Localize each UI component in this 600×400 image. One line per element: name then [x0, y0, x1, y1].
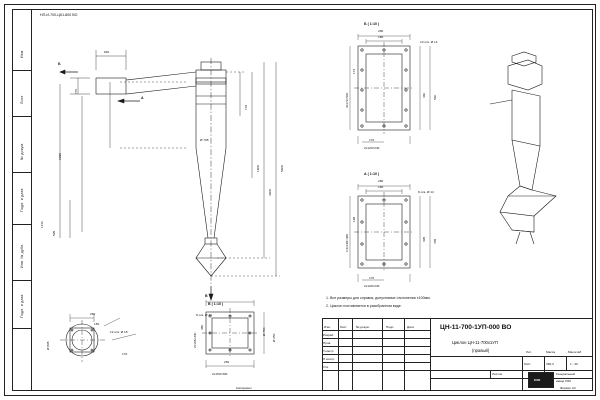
front-dim-2995: 2995: [58, 153, 62, 160]
view-v-dim-150x300: 2х150=300: [212, 372, 228, 376]
tb-hline-right-2: [430, 370, 593, 371]
company-logo-text: КЗО: [534, 378, 541, 382]
tb-mass-label: Масса: [546, 350, 556, 354]
mark-v-bottom: В: [205, 294, 208, 298]
tb-company-line1: Генеральный: [556, 372, 576, 376]
note-2: 2. Циклон поставляется в разобранном виде.: [326, 304, 402, 308]
view-b-dim-holes: 10 отв. Ø 14: [420, 40, 438, 44]
tb-row-role-2: Т.контр.: [323, 349, 335, 353]
front-dim-840: 840: [104, 50, 110, 54]
tb-row-role-3: Н.контр.: [323, 357, 335, 361]
view-a-dim-395: 395: [422, 236, 426, 242]
tb-col-dok: № докум.: [356, 325, 370, 329]
tb-row-role-4: Утв.: [323, 365, 329, 369]
mark-a-arrow: А: [141, 96, 144, 100]
tb-scale-value: 1 : 40: [570, 362, 578, 366]
view-b-title: Б ( 1:10 ): [364, 22, 380, 26]
front-dim-742: 742: [244, 104, 248, 110]
view-a-title: А ( 1:10 ): [364, 172, 380, 176]
view-b-dim-170: 170: [369, 138, 375, 142]
main-title-line1: Циклон ЦН-11-700х1УП: [452, 340, 498, 345]
tb-vline-right-4: [490, 370, 491, 378]
view-b-dim-172: 172: [352, 68, 356, 74]
view-b-dim-460: 460: [422, 92, 426, 98]
tb-sheets-label: Листов: [492, 372, 503, 376]
view-v-dim-150: 150: [94, 322, 100, 326]
view-v-dim-chain: 2х165=330: [193, 332, 197, 348]
front-dim-d708: Ø 708: [200, 138, 209, 142]
tb-vline-right-3: [566, 356, 567, 370]
tb-vline-right-1: [522, 356, 523, 391]
tb-row-role-0: Разраб.: [323, 333, 335, 337]
front-dim-1608: 1608: [256, 165, 260, 172]
view-v-dim-holes14: 8 отв. Ø 14: [196, 313, 212, 317]
strip-label-6: Подп. и дата: [20, 188, 24, 212]
tb-vline-c3: [382, 318, 383, 391]
tb-sheet-label: Лист: [524, 362, 531, 366]
main-drawing-code: ЦН-11-700-1УП-000 ВО: [440, 324, 512, 331]
tb-col-data: Дата: [407, 325, 414, 329]
strip-label-2: № докум.: [20, 142, 24, 160]
view-a-dim-180: 180: [378, 185, 384, 189]
front-dim-595: 595: [52, 230, 56, 236]
main-title-line2: (правый): [472, 348, 490, 353]
view-b-dim-120: 2х120=240: [364, 146, 380, 150]
front-dim-770: 770: [74, 88, 78, 94]
footer-format: Формат А3: [560, 386, 576, 390]
view-v-dim-d754: Ø 754: [262, 327, 266, 336]
tb-vline-c1: [338, 318, 339, 391]
strip-label-9: Подп. и дата: [20, 294, 24, 318]
strip-label-1: Лист: [20, 95, 24, 104]
tb-mass-value: 366,3: [546, 362, 554, 366]
view-v-dim-170: 170: [122, 352, 128, 356]
view-v-dim-d895: Ø 895: [46, 341, 50, 350]
tb-scale-label: Масштаб: [568, 350, 582, 354]
tb-company-line2: завод КЗО: [556, 379, 572, 383]
front-dim-1210: 1210: [40, 221, 44, 228]
view-b-dim-chain: 3х172=520: [345, 92, 349, 108]
view-a-dim-120: 2х120=240: [364, 284, 380, 288]
view-v-dim-260b: 260: [224, 360, 230, 364]
tb-col-podp: Подп.: [386, 325, 395, 329]
tb-hline-right-1: [430, 356, 593, 357]
front-dim-5608: 5608: [280, 165, 284, 172]
view-a-dim-170: 170: [369, 276, 375, 280]
strip-label-0: Изм.: [20, 49, 24, 58]
view-v-dim-d250: Ø 250: [272, 333, 276, 342]
tb-vline-c2: [352, 318, 353, 391]
tb-vline-c4: [404, 318, 405, 391]
view-b-dim-560: 560: [433, 94, 437, 100]
front-dim-4608: 4608: [268, 189, 272, 196]
note-1: 1. Все размеры для справок, допустимые отклонения ±100мм.: [326, 296, 431, 300]
view-v-dim-260: 260: [90, 312, 96, 316]
header-code: НП-И-700-ЦК1-800 ВО: [40, 13, 78, 17]
tb-vline-main: [430, 318, 431, 391]
tb-col-list: Лист: [340, 325, 347, 329]
company-logo: [528, 372, 554, 388]
strip-label-8: Инв. № дубл.: [20, 243, 24, 268]
tb-row-role-1: Пров.: [323, 341, 332, 345]
mark-b-top: Б: [58, 62, 61, 66]
view-a-dim-435: 435: [433, 238, 437, 244]
view-a-dim-198: 198: [352, 216, 356, 222]
view-v-title: В ( 1:10 ): [208, 302, 224, 306]
view-v-dim-holes18: 12 отв. Ø 18: [110, 330, 128, 334]
view-a-dim-chain: 2,2х198=395: [345, 234, 349, 252]
view-v-dim-350: 350: [200, 324, 204, 330]
tb-col-izm: Изм.: [324, 325, 331, 329]
footer-kopiroval: Копировал: [236, 386, 252, 390]
view-a-dim-holes: 8 отв. Ø 14: [418, 190, 434, 194]
view-b-dim-280: 280: [378, 29, 384, 33]
view-b-dim-180: 180: [378, 35, 384, 39]
tb-lit-label: Лит.: [526, 350, 532, 354]
view-a-dim-280: 280: [378, 179, 384, 183]
